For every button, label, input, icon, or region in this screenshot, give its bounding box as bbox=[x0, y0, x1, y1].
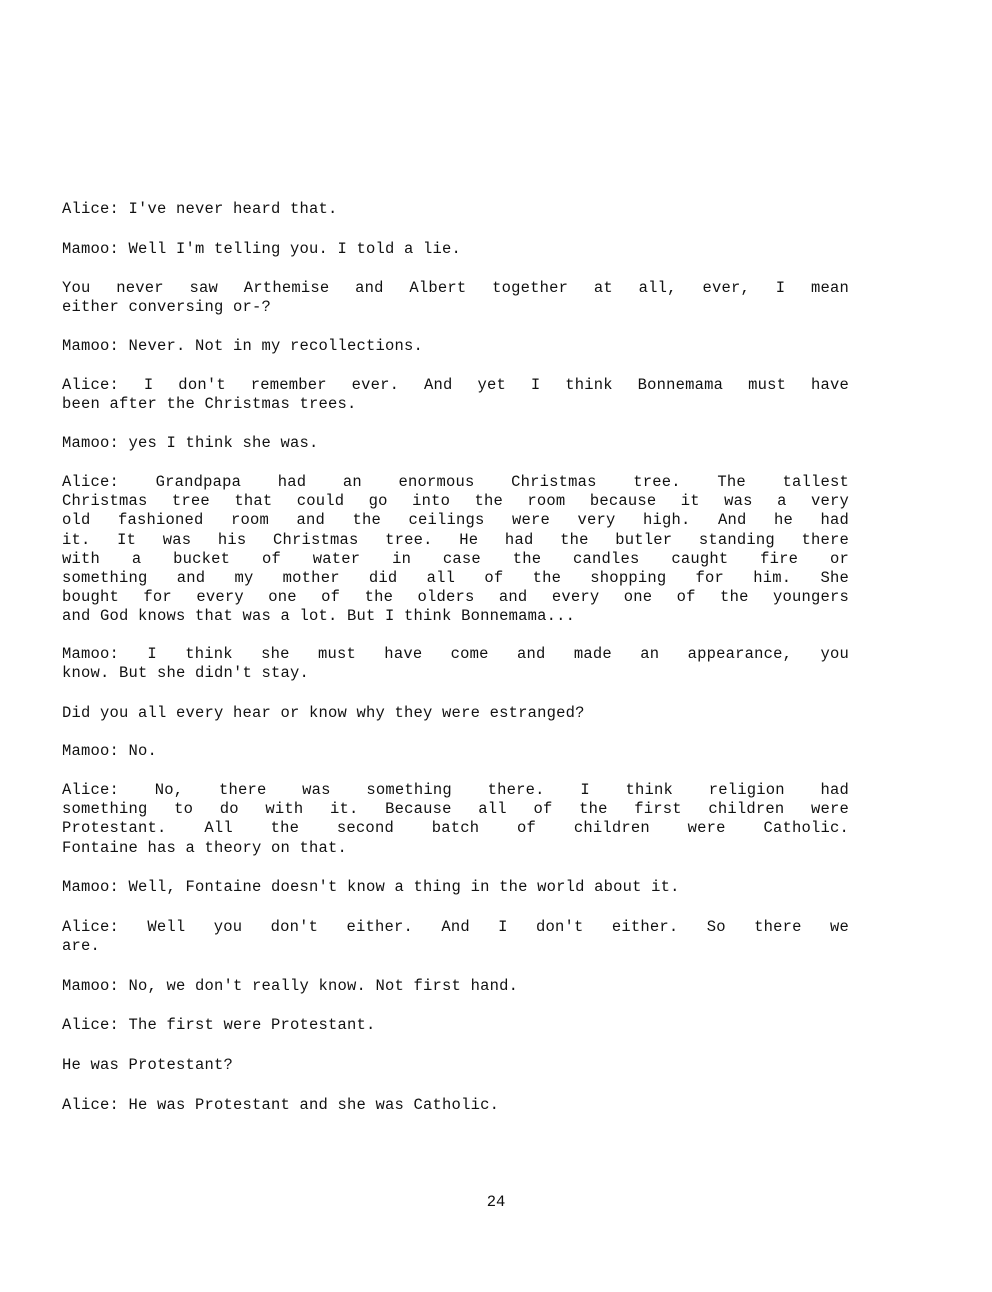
text-line: been after the Christmas trees. bbox=[62, 395, 357, 414]
transcript-paragraph bbox=[62, 434, 319, 453]
text-line: old fashioned room and the ceilings were very high. And he had bbox=[62, 511, 849, 530]
text-line: Alice: I don't remember ever. And yet I think Bonnemama must have bbox=[62, 376, 849, 394]
transcript-paragraph bbox=[62, 376, 849, 414]
text-line: either conversing or-? bbox=[62, 298, 272, 317]
text-line: it. It was his Christmas tree. He had the butler standing there bbox=[62, 530, 849, 549]
text-line: Mamoo: No. bbox=[62, 742, 158, 760]
text-line: Alice: Well you don't either. And I don't either. So there we bbox=[62, 918, 849, 936]
text-line: Mamoo: Well, Fontaine doesn't know a thing in the world about it. bbox=[62, 878, 680, 896]
text-line: Mamoo: No, we don't really know. Not first hand. bbox=[62, 977, 519, 995]
transcript-paragraph bbox=[62, 977, 518, 996]
transcript-paragraph bbox=[62, 240, 461, 259]
text-line: Mamoo: Never. Not in my recollections. bbox=[62, 337, 424, 355]
text-line: Alice: Grandpapa had an enormous Christmas tree. The tallest bbox=[62, 473, 849, 491]
text-line: Did you all every hear or know why they were estranged? bbox=[62, 704, 585, 722]
transcript-paragraph bbox=[62, 200, 338, 219]
text-line: Alice: No, there was something there. I think religion had bbox=[62, 781, 849, 799]
text-line: Alice: He was Protestant and she was Catholic. bbox=[62, 1096, 500, 1114]
text-line: Protestant. All the second batch of children were Catholic. bbox=[62, 819, 849, 838]
text-line: with a bucket of water in case the candles caught fire or bbox=[62, 549, 849, 568]
text-line: Mamoo: Well I'm telling you. I told a lie. bbox=[62, 240, 462, 258]
text-line: Christmas tree that could go into the room because it was a very bbox=[62, 492, 849, 511]
transcript-paragraph bbox=[62, 473, 849, 627]
transcript-paragraph bbox=[62, 704, 585, 723]
transcript-paragraph bbox=[62, 918, 849, 956]
text-line: He was Protestant? bbox=[62, 1056, 234, 1074]
text-line: know. But she didn't stay. bbox=[62, 664, 310, 683]
text-line: Alice: I've never heard that. bbox=[62, 200, 338, 218]
text-line: You never saw Arthemise and Albert together at all, ever, I mean bbox=[62, 279, 849, 297]
page-number: 24 bbox=[486, 1193, 506, 1211]
transcript-paragraph bbox=[62, 878, 680, 897]
text-line: something and my mother did all of the shopping for him. She bbox=[62, 569, 849, 588]
transcript-paragraph bbox=[62, 742, 157, 761]
transcript-paragraph bbox=[62, 645, 849, 683]
transcript-paragraph bbox=[62, 781, 849, 858]
transcript-paragraph bbox=[62, 1016, 376, 1035]
text-line: Fontaine has a theory on that. bbox=[62, 838, 348, 857]
text-line: Alice: The first were Protestant. bbox=[62, 1016, 376, 1034]
text-line: something to do with it. Because all of the first children were bbox=[62, 800, 849, 819]
transcript-paragraph bbox=[62, 279, 849, 317]
text-line: are. bbox=[62, 937, 101, 956]
transcript-paragraph bbox=[62, 1096, 499, 1115]
transcript-paragraph bbox=[62, 337, 423, 356]
text-line: Mamoo: yes I think she was. bbox=[62, 434, 319, 452]
text-line: Mamoo: I think she must have come and made an appearance, you bbox=[62, 645, 849, 663]
text-line: and God knows that was a lot. But I think Bonnemama... bbox=[62, 607, 576, 626]
transcript-paragraph bbox=[62, 1056, 233, 1075]
text-line: bought for every one of the olders and every one of the youngers bbox=[62, 588, 849, 607]
